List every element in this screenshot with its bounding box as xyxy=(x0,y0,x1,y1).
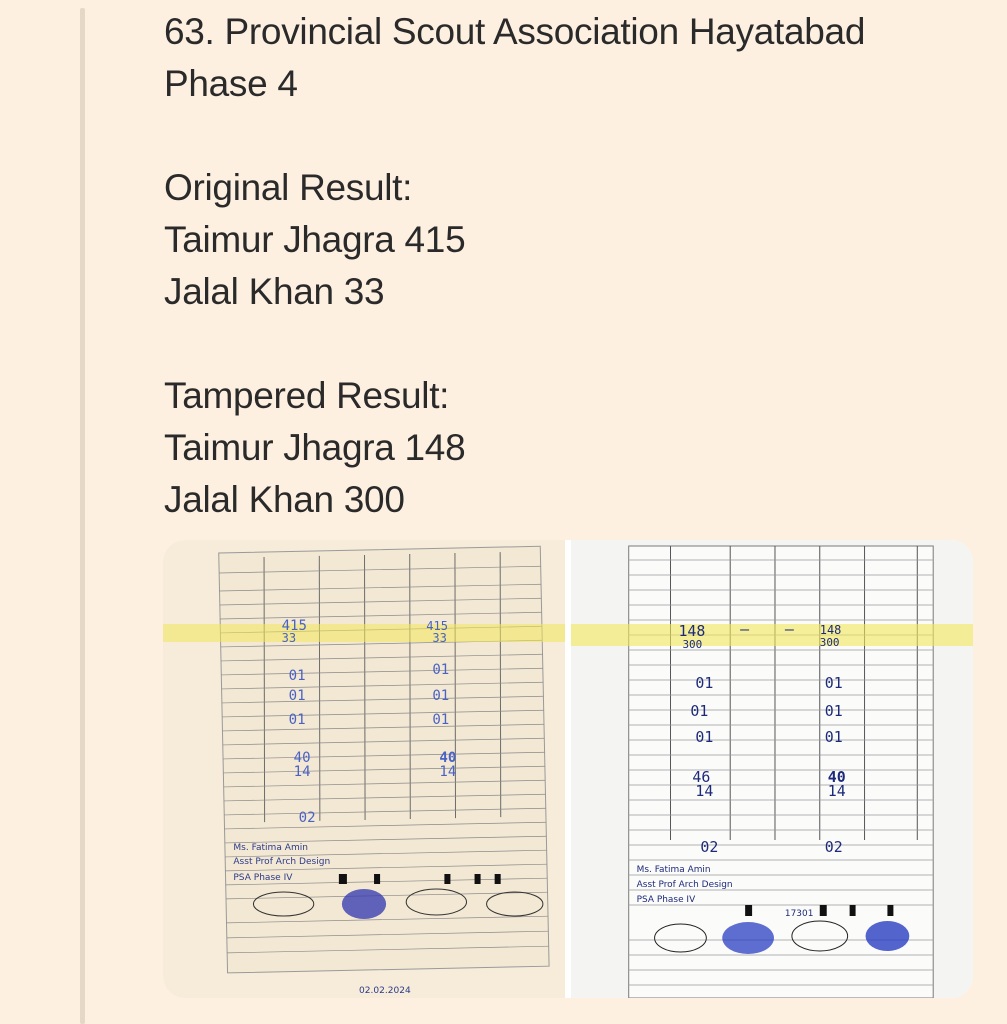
footer-name: Ms. Fatima Amin xyxy=(233,843,309,853)
value-5: 14 xyxy=(293,764,311,780)
svg-text:148: 148 xyxy=(819,622,842,638)
post-body xyxy=(164,6,994,526)
thread-line xyxy=(80,8,85,1024)
svg-text:415: 415 xyxy=(426,619,449,633)
post-media[interactable] xyxy=(163,540,973,998)
ink-stamp xyxy=(342,889,386,919)
footer-station: PSA Phase IV xyxy=(233,873,293,883)
tampered-form-image[interactable] xyxy=(571,540,973,998)
highlight-band xyxy=(571,621,973,646)
svg-text:01: 01 xyxy=(432,688,450,704)
value-1: 01 xyxy=(288,668,306,684)
post-heading-line-1: 63. Provincial Scout Association Hayatabad xyxy=(164,11,866,52)
svg-text:01: 01 xyxy=(432,662,450,678)
footer-title: Asst Prof Arch Design xyxy=(233,857,331,867)
svg-text:33: 33 xyxy=(432,631,447,645)
ink-stamp-2 xyxy=(866,921,910,951)
svg-text:—: — xyxy=(784,619,794,639)
post-heading-line-2: Phase 4 xyxy=(164,63,298,104)
original-result-line-2: Jalal Khan 33 xyxy=(164,271,385,312)
svg-text:01: 01 xyxy=(824,727,843,747)
svg-text:01: 01 xyxy=(824,673,843,693)
original-form-image[interactable] xyxy=(163,540,565,998)
original-result-line-1: Taimur Jhagra 415 xyxy=(164,219,466,260)
tampered-result-line-2: Jalal Khan 300 xyxy=(164,479,405,520)
footer-name: Ms. Fatima Amin xyxy=(636,864,711,876)
footer-date: 02.02.2024 xyxy=(358,986,411,996)
tampered-result-line-1: Taimur Jhagra 148 xyxy=(164,427,466,468)
value-3: 01 xyxy=(288,712,306,728)
value-5: 14 xyxy=(695,781,714,801)
svg-text:40: 40 xyxy=(439,750,457,766)
tampered-value-148: 148 xyxy=(678,621,706,641)
tampered-form-svg xyxy=(571,540,973,998)
svg-text:01: 01 xyxy=(432,712,450,728)
value-2: 01 xyxy=(288,688,306,704)
value-4: 40 xyxy=(293,750,311,766)
svg-text:01: 01 xyxy=(824,701,843,721)
value-3: 01 xyxy=(695,727,714,747)
svg-text:14: 14 xyxy=(439,764,457,780)
svg-text:14: 14 xyxy=(827,781,846,801)
footer-code: 17301 xyxy=(784,908,814,920)
original-value-415: 415 xyxy=(281,618,307,634)
svg-text:—: — xyxy=(740,619,750,639)
original-value-33: 33 xyxy=(281,631,297,645)
value-1: 01 xyxy=(695,673,714,693)
value-6: 02 xyxy=(700,837,719,857)
svg-text:300: 300 xyxy=(819,635,840,650)
original-form-svg xyxy=(163,540,565,998)
highlight-band xyxy=(163,624,565,642)
ink-stamp xyxy=(722,922,774,954)
value-2: 01 xyxy=(690,701,709,721)
tampered-result-label: Tampered Result: xyxy=(164,375,450,416)
original-result-label: Original Result: xyxy=(164,167,413,208)
value-6: 02 xyxy=(298,810,316,826)
svg-text:02: 02 xyxy=(824,837,843,857)
svg-text:40: 40 xyxy=(827,767,846,787)
footer-station: PSA Phase IV xyxy=(636,894,696,906)
value-4: 46 xyxy=(692,767,711,787)
tampered-value-300: 300 xyxy=(682,637,703,652)
footer-title: Asst Prof Arch Design xyxy=(636,879,733,891)
